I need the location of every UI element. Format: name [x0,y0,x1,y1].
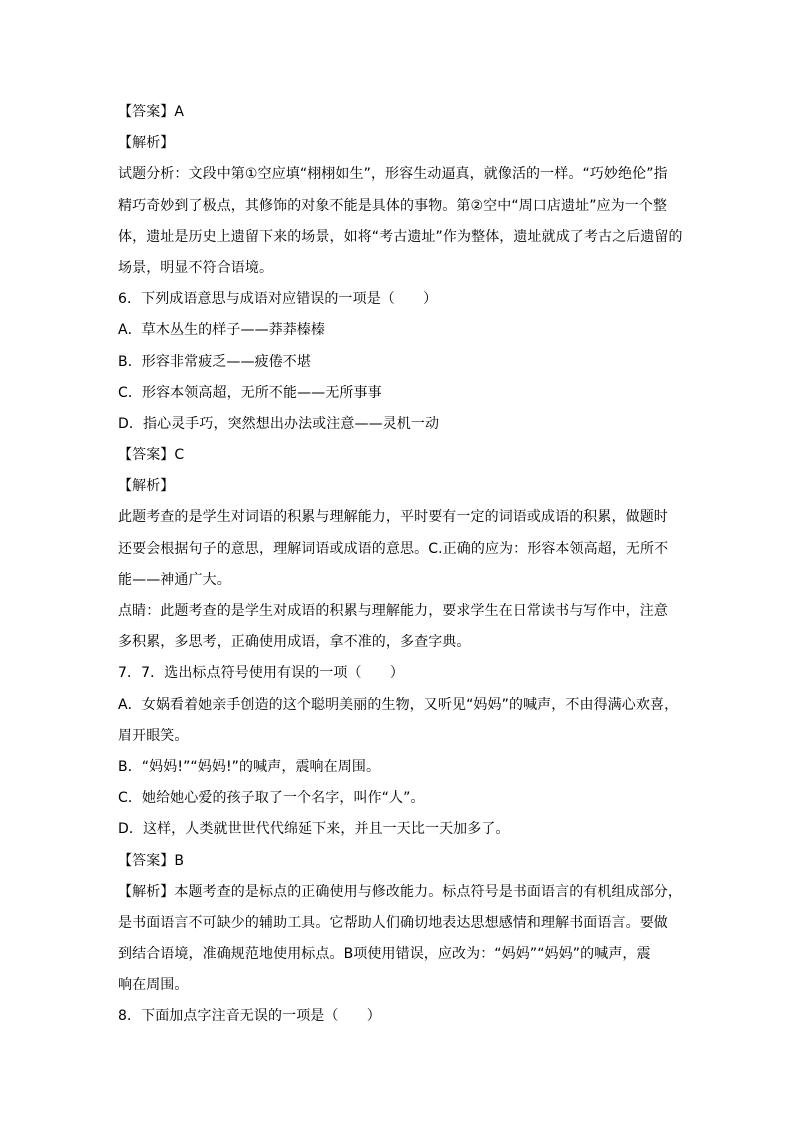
answer-label: 【答案】C [118,447,185,464]
tip-text: 点睛：此题考查的是学生对成语的积累与理解能力，要求学生在日常读书与写作中，注意 [118,603,668,619]
analysis-text: 体，遗址是历史上遗留下来的场景，如将“考古遗址”作为整体，遗址就成了考古之后遗留的 [118,228,683,245]
question-8: 8．下面加点字注音无误的一项是（ ） [118,1008,381,1025]
analysis-text: 试题分析：文段中第①空应填“栩栩如生”，形容生动逼真，就像活的一样。“巧妙绝伦”指 [118,166,668,183]
question-7: 7．7．选出标点符号使用有误的一项（ ） [118,665,404,682]
answer-label: 【答案】A [118,104,185,120]
option-a: 眉开眼笑。 [118,727,189,744]
option-b: B．“妈妈!”“妈妈!”的喊声，震响在周围。 [118,758,381,775]
option-d: D．这样，人类就世世代代绵延下来，并且一天比一天加多了。 [118,821,510,838]
analysis-text: 响在周围。 [118,977,189,994]
analysis-text: 是书面语言不可缺少的辅助工具。它帮助人们确切地表达思想感情和理解书面语言。要做 [118,914,668,931]
tip-text: 多积累，多思考，正确使用成语，拿不准的，多查字典。 [118,634,471,651]
analysis-text: 能——神通广大。 [118,571,231,588]
analysis-text: 到结合语境，准确规范地使用标点。B项使用错误，应改为：“妈妈”“妈妈”的喊声，震 [118,946,651,963]
analysis-label: 【解析】 [118,478,175,495]
option-c: C．她给她心爱的孩子取了一个名字，叫作“人”。 [118,790,425,807]
analysis-text: 还要会根据句子的意思，理解词语或成语的意思。C.正确的应为：形容本领高超，无所不 [118,540,669,557]
option-d: D．指心灵手巧，突然想出办法或注意——灵机一动 [118,415,440,432]
analysis-text: 此题考查的是学生对词语的积累与理解能力，平时要有一定的词语或成语的积累，做题时 [118,509,668,526]
option-b: B．形容非常疲乏——疲倦不堪 [118,353,312,370]
answer-label: 【答案】B [118,852,185,869]
analysis-label: 【解析】 [118,135,175,152]
option-c: C．形容本领高超，无所不能——无所事事 [118,384,382,401]
option-a: A．草木丛生的样子——莽莽榛榛 [118,322,326,339]
question-6: 6．下列成语意思与成语对应错误的一项是（ ） [118,291,438,308]
document-page [118,97,688,1033]
option-a: A．女娲看着她亲手创造的这个聪明美丽的生物，又听见“妈妈”的喊声，不由得满心欢喜， [118,696,679,713]
analysis-text: 精巧奇妙到了极点，其修饰的对象不能是具体的事物。第②空中“周口店遗址”应为一个整 [118,197,668,214]
analysis-text: 【解析】本题考查的是标点的正确使用与修改能力。标点符号是书面语言的有机组成部分， [118,883,682,900]
analysis-text: 场景，明显不符合语境。 [118,259,274,276]
